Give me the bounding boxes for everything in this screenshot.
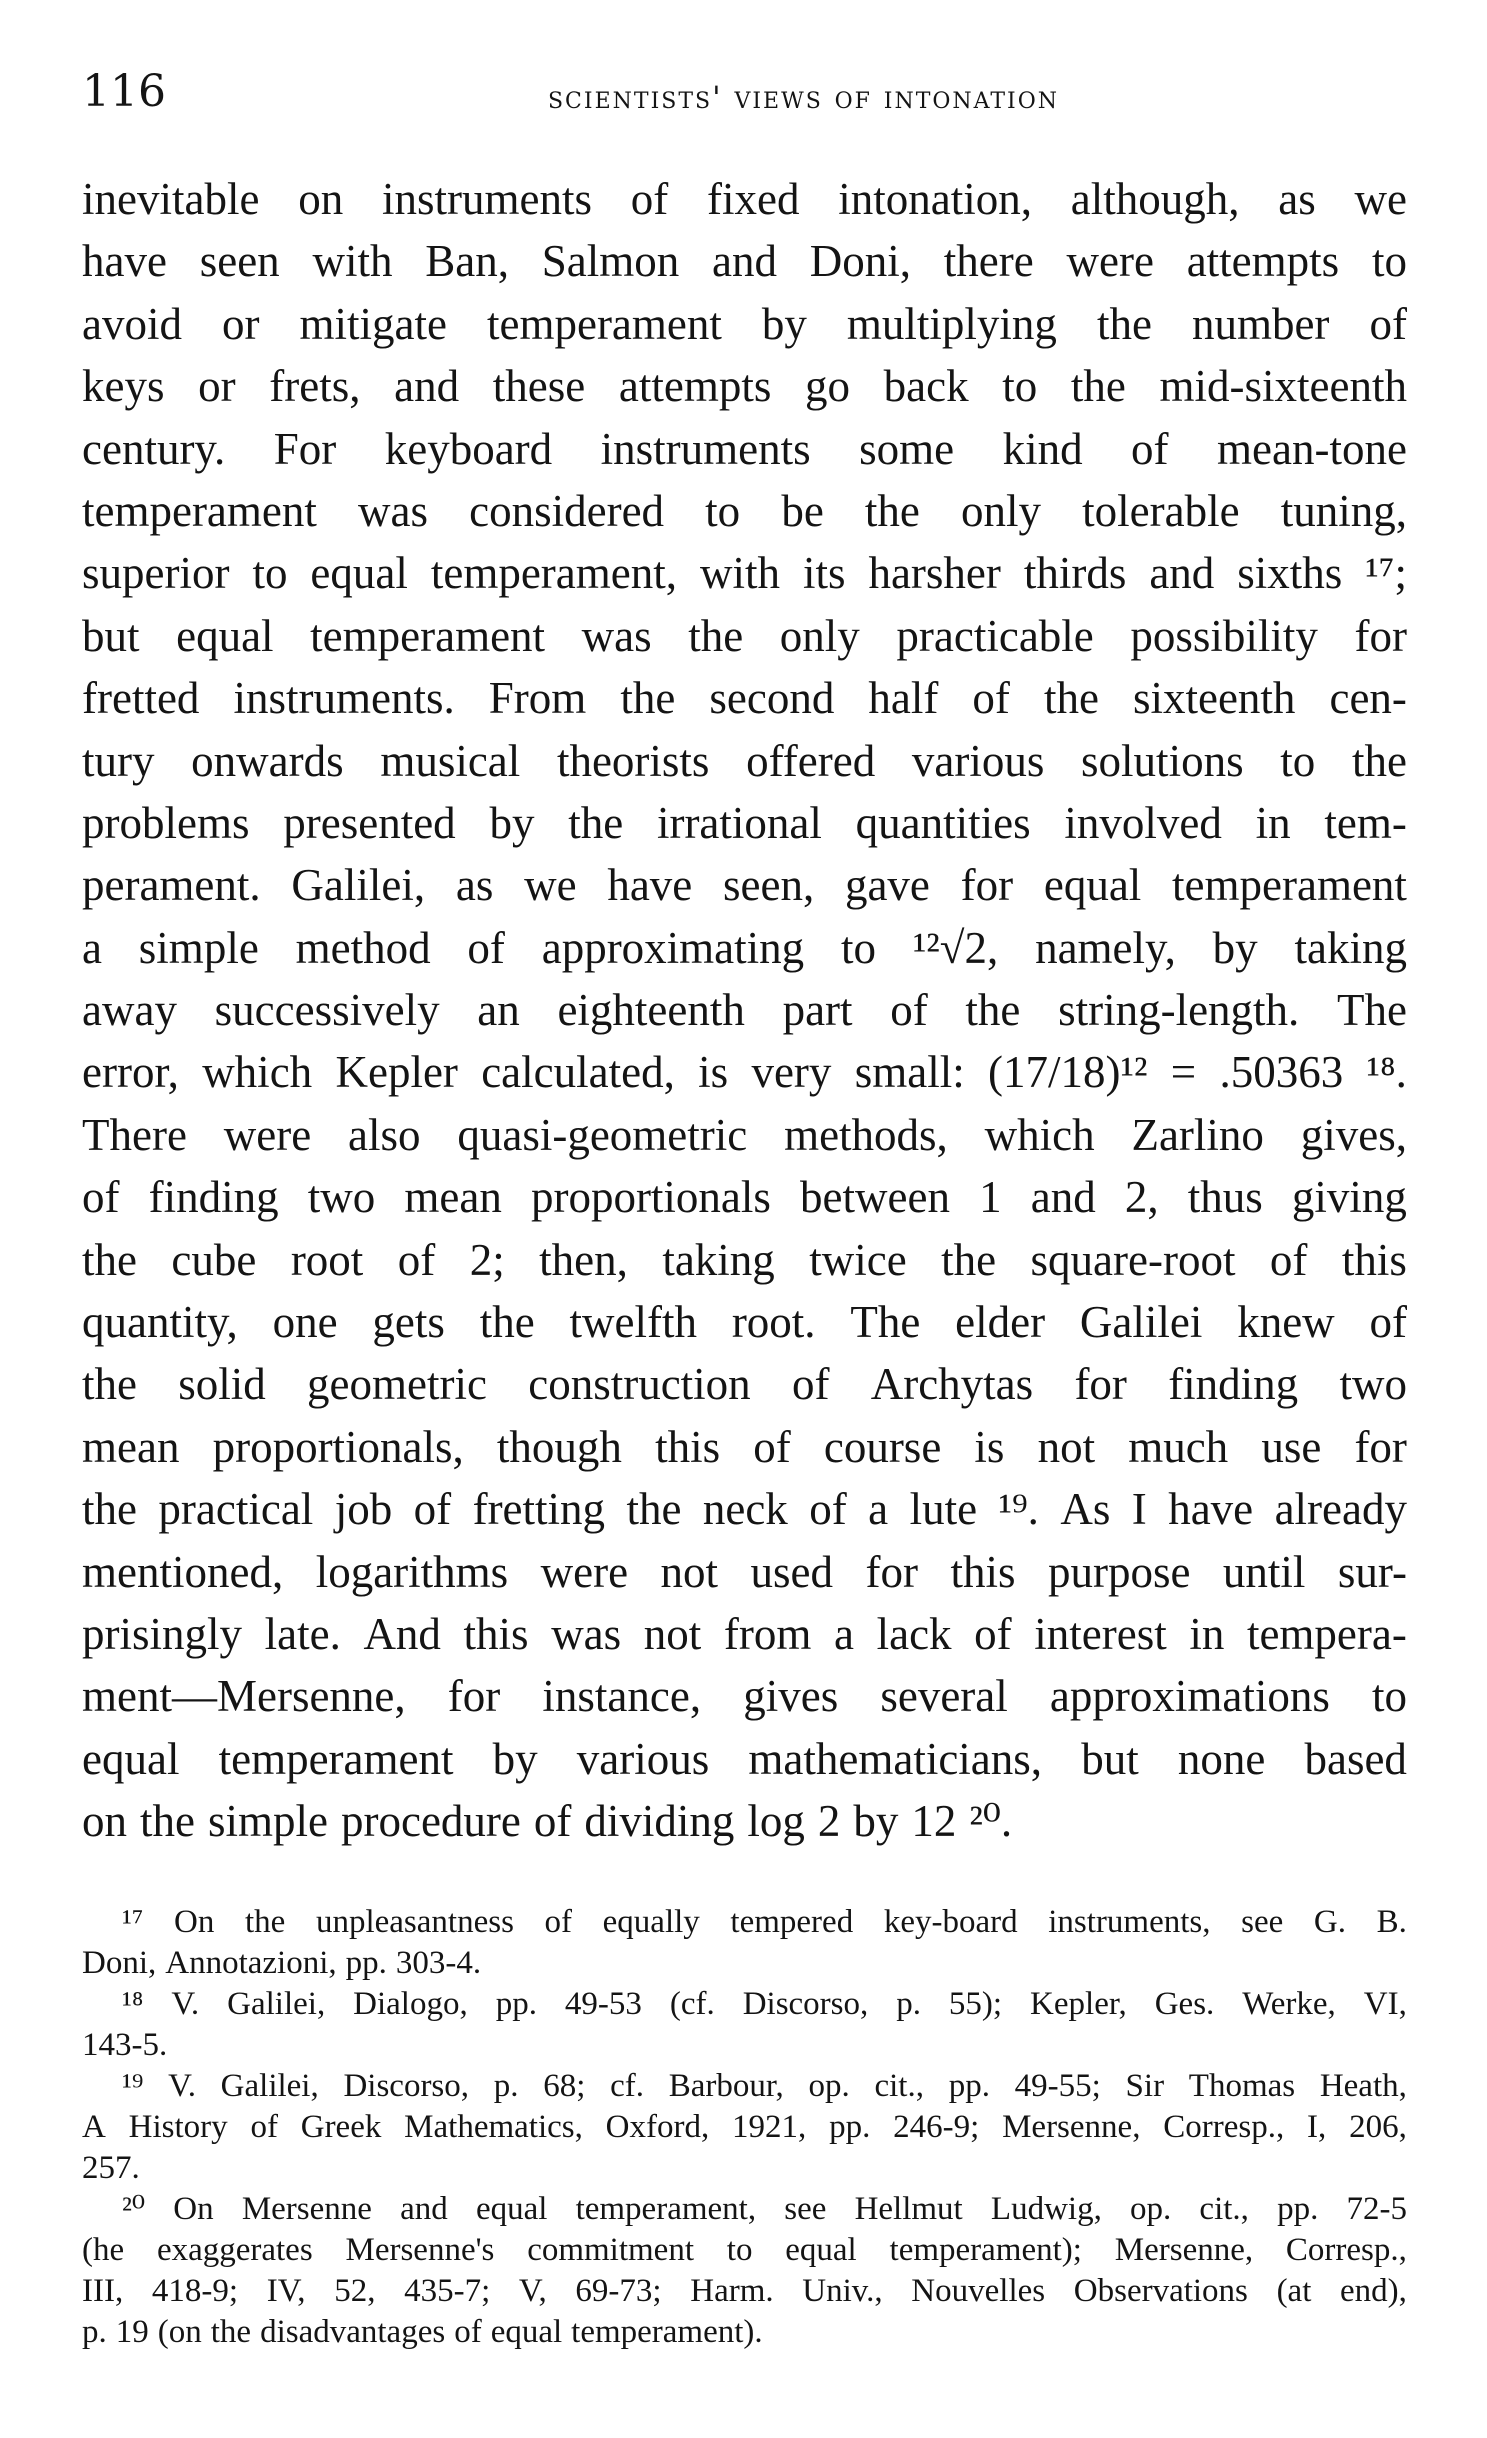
footnote: [82, 1902, 1407, 1984]
body-line: perament. Galilei, as we have seen, gave for equal temperament: [82, 860, 1407, 911]
footnote-line: ¹⁹ V. Galilei, Discorso, p. 68; cf. Barbour, op. cit., pp. 49-55; Sir Thomas Heath,: [122, 2068, 1407, 2104]
body-line: fretted instruments. From the second half of the sixteenth cen-: [82, 673, 1407, 724]
footnote: [82, 1984, 1407, 2066]
body-line: error, which Kepler calculated, is very small: (17/18)¹² = .50363 ¹⁸.: [82, 1047, 1407, 1098]
footnote-line: p. 19 (on the disadvantages of equal temperament).: [82, 2314, 763, 2350]
footnote-line: ¹⁸ V. Galilei, Dialogo, pp. 49-53 (cf. Discorso, p. 55); Kepler, Ges. Werke, VI,: [122, 1986, 1407, 2022]
body-line: but equal temperament was the only practicable possibility for: [82, 610, 1407, 661]
body-line: There were also quasi-geometric methods, which Zarlino gives,: [82, 1109, 1407, 1160]
body-line: superior to equal temperament, with its harsher thirds and sixths ¹⁷;: [82, 548, 1407, 599]
body-line: avoid or mitigate temperament by multiplying the number of: [82, 298, 1407, 349]
footnotes: [82, 1902, 1407, 2353]
footnote-line: 143-5.: [82, 2027, 168, 2063]
page-number: 116: [82, 66, 166, 117]
body-line: prisingly late. And this was not from a lack of interest in tempera-: [82, 1608, 1407, 1659]
body-line: inevitable on instruments of fixed intonation, although, as we: [82, 174, 1407, 224]
body-line: mean proportionals, though this of course is not much use for: [82, 1421, 1407, 1472]
body-line: away successively an eighteenth part of the string-length. The: [82, 985, 1407, 1036]
body-line: mentioned, logarithms were not used for this purpose until sur-: [82, 1546, 1407, 1597]
body-line: quantity, one gets the twelfth root. The elder Galilei knew of: [82, 1297, 1407, 1348]
body-text: [82, 168, 1407, 1853]
footnote-line: (he exaggerates Mersenne's commitment to equal temperament); Mersenne, Corresp.,: [82, 2232, 1407, 2268]
body-line: a simple method of approximating to ¹²√2, namely, by taking: [82, 922, 1407, 973]
footnote: [82, 2189, 1407, 2353]
footnote-line: III, 418-9; IV, 52, 435-7; V, 69-73; Harm. Univ., Nouvelles Observations (at end),: [82, 2273, 1407, 2309]
footnote-line: A History of Greek Mathematics, Oxford, 1921, pp. 246-9; Mersenne, Corresp., I, 206,: [82, 2109, 1407, 2145]
footnote-line: ²⁰ On Mersenne and equal temperament, see Hellmut Ludwig, op. cit., pp. 72-5: [122, 2191, 1407, 2227]
running-head: scientists' views of intonation: [547, 80, 1060, 116]
body-line: ment—Mersenne, for instance, gives several approximations to: [82, 1671, 1407, 1722]
footnote-line: 257.: [82, 2150, 140, 2186]
body-line: on the simple procedure of dividing log 2 by 12 ²⁰.: [82, 1796, 1013, 1847]
footnote: [82, 2066, 1407, 2189]
body-line: problems presented by the irrational quantities involved in tem-: [82, 797, 1407, 848]
body-line: equal temperament by various mathematicians, but none based: [82, 1733, 1407, 1784]
body-line: keys or frets, and these attempts go back to the mid-sixteenth: [82, 361, 1407, 412]
body-line: tury onwards musical theorists offered various solutions to the: [82, 735, 1407, 786]
body-line: temperament was considered to be the only tolerable tuning,: [82, 485, 1407, 536]
footnote-line: Doni, Annotazioni, pp. 303-4.: [82, 1945, 482, 1981]
body-line: of finding two mean proportionals between 1 and 2, thus giving: [82, 1172, 1407, 1223]
body-line: the cube root of 2; then, taking twice the square-root of this: [82, 1234, 1407, 1285]
body-line: the solid geometric construction of Archytas for finding two: [82, 1359, 1407, 1410]
body-line: the practical job of fretting the neck of a lute ¹⁹. As I have already: [82, 1484, 1407, 1535]
body-line: century. For keyboard instruments some kind of mean-tone: [82, 423, 1407, 474]
body-line: have seen with Ban, Salmon and Doni, there were attempts to: [82, 236, 1407, 287]
footnote-line: ¹⁷ On the unpleasantness of equally tempered key-board instruments, see G. B.: [122, 1904, 1407, 1940]
